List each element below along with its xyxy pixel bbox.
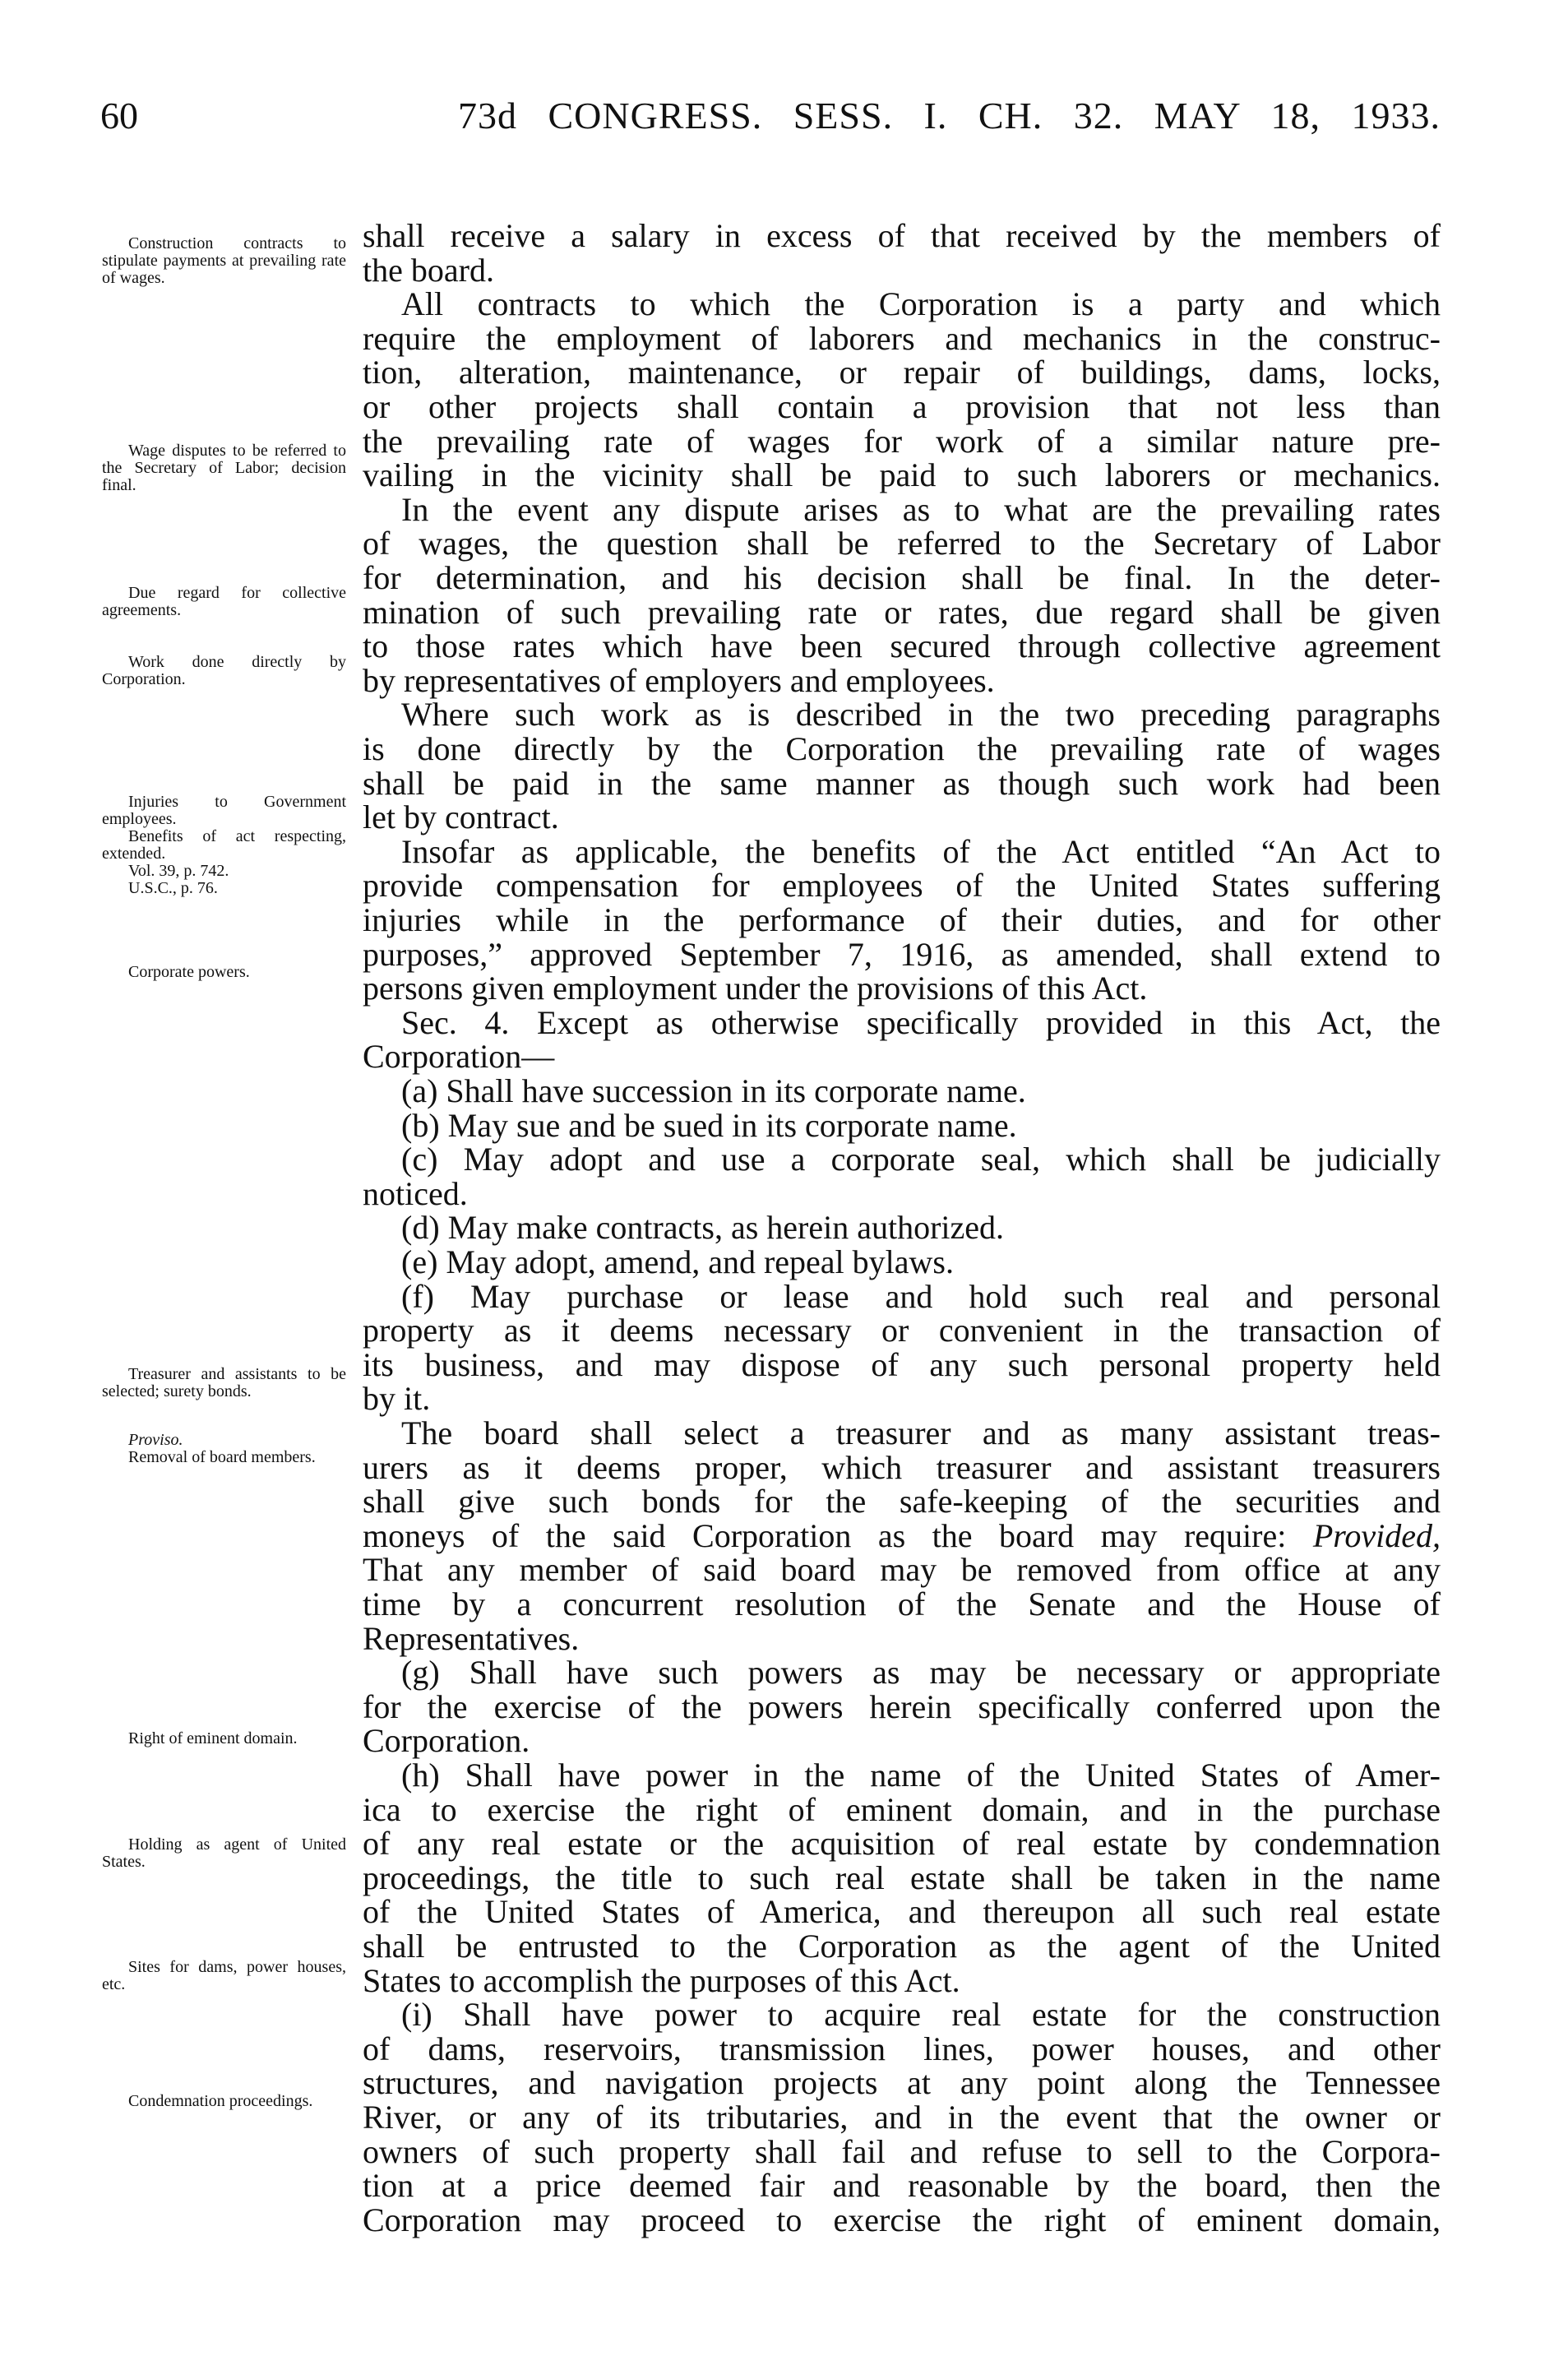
margin-note-group: [102, 794, 346, 897]
proviso-word: Provided,: [1312, 1517, 1441, 1554]
text-line-content: That any member of said board may be removed from office at any: [363, 1551, 1441, 1588]
text-line: [363, 356, 1441, 389]
margin-note-group: [102, 235, 346, 287]
text-line-content: urers as it deems proper, which treasurer and assistant treasurers: [363, 1449, 1441, 1486]
margin-note-group: [102, 654, 346, 688]
text-line-content: ica to exercise the right of eminent domain, and in the purchase: [363, 1791, 1441, 1828]
margin-note: Injuries to Government employees.: [102, 793, 346, 828]
text-line-content: to those rates which have been secured through collective agreement: [363, 627, 1441, 664]
text-line: [401, 835, 1441, 868]
margin-note-group: [102, 442, 346, 494]
text-line-content: Sec. 4. Except as otherwise specifically provided in this Act, the: [401, 1004, 1441, 1041]
text-line: [363, 254, 1441, 287]
text-line-content: (g) Shall have such powers as may be necessary or appropriate: [401, 1654, 1441, 1691]
text-line: [363, 596, 1441, 629]
text-line: [363, 2064, 1441, 2101]
text-line-content: Where such work as is described in the two preceding paragraphs: [401, 696, 1441, 733]
text-line-content: Corporation—: [363, 1038, 555, 1075]
text-line-content: by it.: [363, 1380, 431, 1417]
text-line: [363, 1930, 1441, 1963]
text-line: [363, 425, 1441, 458]
text-line-content: the board.: [363, 252, 494, 289]
text-line: [363, 869, 1441, 902]
margin-note-group: [102, 1432, 346, 1466]
text-line-content: moneys of the said Corporation as the board may require:: [363, 1517, 1287, 1554]
running-head: 73d CONGRESS. SESS. I. CH. 32. MAY 18, 1933.: [458, 95, 1441, 137]
text-line: [363, 1346, 1441, 1383]
text-line: [401, 1211, 1441, 1244]
text-line: [401, 285, 1441, 322]
text-line-content: Representatives.: [363, 1620, 580, 1657]
text-line: [363, 2101, 1441, 2134]
text-line-content: Corporation.: [363, 1722, 530, 1759]
text-line-content: of wages, the question shall be referred to the Secretary of Labor: [363, 525, 1441, 562]
text-line: [363, 1585, 1441, 1622]
text-line-content: shall receive a salary in excess of that received by the members of: [363, 217, 1441, 254]
text-line: [363, 1724, 1441, 1757]
margin-note-group: [102, 1730, 346, 1747]
margin-note-group: [102, 585, 346, 619]
text-line-content: shall be entrusted to the Corporation as the agent of the United: [363, 1928, 1441, 1965]
text-line: [401, 1072, 1441, 1109]
text-line: [363, 388, 1441, 425]
text-line-content: (h) Shall have power in the name of the United States of Amer-: [401, 1757, 1441, 1794]
text-line: [401, 1109, 1441, 1142]
text-line-content: by representatives of employers and employees.: [363, 662, 995, 699]
text-line-content: persons given employment under the provisions of this Act.: [363, 970, 1148, 1007]
text-line-content: property as it deems necessary or convenient in the transaction of: [363, 1312, 1441, 1349]
text-line-content: tion, alteration, maintenance, or repair of buildings, dams, locks,: [363, 354, 1441, 391]
margin-note: Proviso.: [128, 1431, 183, 1449]
text-line: [363, 1622, 1441, 1655]
text-line-content: (e) May adopt, amend, and repeal bylaws.: [401, 1243, 954, 1280]
text-line: [363, 1451, 1441, 1484]
text-line: [363, 664, 1441, 697]
text-line-content: let by contract.: [363, 798, 559, 835]
text-line-content: vailing in the vicinity shall be paid to such laborers or mechanics.: [363, 456, 1441, 493]
text-line: [363, 1382, 1441, 1415]
text-line: [363, 1962, 1441, 1999]
text-line: [363, 2201, 1441, 2238]
margin-note-group: [102, 964, 346, 981]
text-line: [363, 217, 1441, 254]
margin-note: Vol. 39, p. 742.: [128, 862, 229, 880]
margin-note: U.S.C., p. 76.: [128, 879, 218, 897]
text-line-content: for the exercise of the powers herein specifically conferred upon the: [363, 1688, 1441, 1725]
text-line: [401, 1004, 1441, 1041]
text-line-content: In the event any dispute arises as to what are the prevailing rates: [401, 491, 1441, 528]
text-line: [401, 1759, 1441, 1792]
text-line-content: (a) Shall have succession in its corporate name.: [401, 1072, 1026, 1109]
text-line: [363, 730, 1441, 767]
margin-note-group: [102, 2093, 346, 2110]
text-line: [363, 2169, 1441, 2202]
text-line: [401, 698, 1441, 731]
text-line-content: (b) May sue and be sued in its corporate name.: [401, 1107, 1017, 1144]
text-line-content: the prevailing rate of wages for work of a similar nature pre-: [363, 423, 1441, 460]
margin-note: Corporate powers.: [128, 963, 250, 981]
text-line: [363, 1040, 1441, 1073]
text-line-content: (f) May purchase or lease and hold such real and personal: [401, 1278, 1441, 1315]
text-line-content: of dams, reservoirs, transmission lines, power houses, and other: [363, 2030, 1441, 2067]
margin-note: Construction contracts to stipulate payments at prevailing rate of wages.: [102, 234, 346, 287]
text-line: [363, 456, 1441, 493]
text-line: [363, 1895, 1441, 1928]
text-line: [363, 2133, 1441, 2170]
text-line: [401, 1656, 1441, 1689]
text-line: [363, 1314, 1441, 1347]
margin-note-group: [102, 1366, 346, 1400]
text-line: [401, 1243, 1441, 1280]
margin-note-group: [102, 1959, 346, 1993]
text-line: [363, 527, 1441, 560]
text-line-content: shall give such bonds for the safe-keeping of the securities and: [363, 1483, 1441, 1520]
text-line-content: proceedings, the title to such real estate shall be taken in the name: [363, 1859, 1441, 1896]
text-line-content: require the employment of laborers and mechanics in the construc-: [363, 320, 1441, 357]
text-line-content: is done directly by the Corporation the prevailing rate of wages: [363, 730, 1441, 767]
text-line-content: shall be paid in the same manner as though such work had been: [363, 765, 1441, 802]
margin-note: Due regard for collective agreements.: [102, 584, 346, 619]
text-line: [363, 798, 1441, 835]
text-line: [363, 1175, 1441, 1212]
text-line-content: (c) May adopt and use a corporate seal, which shall be judicially: [401, 1141, 1441, 1178]
text-line-content: (d) May make contracts, as herein authorized.: [401, 1209, 1005, 1246]
text-line-content: or other projects shall contain a provision that not less than: [363, 388, 1441, 425]
text-line: [363, 1859, 1441, 1896]
text-line: [363, 322, 1441, 355]
text-line: [363, 1517, 1441, 1554]
text-line: [363, 938, 1441, 971]
text-line: [363, 1827, 1441, 1860]
text-line: [363, 1553, 1441, 1586]
text-line: [363, 901, 1441, 938]
text-line-content: (i) Shall have power to acquire real estate for the construction: [401, 1996, 1441, 2033]
margin-note: Sites for dams, power houses, etc.: [102, 1958, 346, 1993]
text-line-content: Corporation may proceed to exercise the right of eminent domain,: [363, 2201, 1441, 2238]
text-line-content: structures, and navigation projects at any point along the Tennessee: [363, 2064, 1441, 2101]
text-line-content: mination of such prevailing rate or rates, due regard shall be given: [363, 594, 1441, 631]
text-line-content: Insofar as applicable, the benefits of the Act entitled “An Act to: [401, 833, 1441, 870]
text-line: [363, 767, 1441, 800]
text-line-content: purposes,” approved September 7, 1916, as amended, shall extend to: [363, 936, 1441, 973]
text-line: [363, 1688, 1441, 1725]
text-line-content: injuries while in the performance of their duties, and for other: [363, 901, 1441, 938]
text-line-content: River, or any of its tributaries, and in the event that the owner or: [363, 2099, 1441, 2136]
text-line: [401, 1998, 1441, 2031]
text-line-content: provide compensation for employees of the United States suffering: [363, 867, 1441, 904]
margin-note: Work done directly by Corporation.: [102, 653, 346, 688]
margin-note: Removal of board members.: [128, 1448, 316, 1466]
margin-note: Benefits of act respecting, extended.: [102, 827, 346, 863]
text-line-content: All contracts to which the Corporation is a party and which: [401, 285, 1441, 322]
text-line: [363, 1791, 1441, 1828]
text-line: [401, 1414, 1441, 1451]
text-line-content: of any real estate or the acquisition of real estate by condemnation: [363, 1825, 1441, 1862]
text-line-content: The board shall select a treasurer and as many assistant treas-: [401, 1414, 1441, 1451]
text-line-content: owners of such property shall fail and refuse to sell to the Corpora-: [363, 2133, 1441, 2170]
margin-note: Treasurer and assistants to be selected; surety bonds.: [102, 1365, 346, 1400]
text-line-content: tion at a price deemed fair and reasonable by the board, then the: [363, 2167, 1441, 2204]
text-line-content: noticed.: [363, 1175, 468, 1212]
text-line: [363, 1485, 1441, 1518]
text-line-content: for determination, and his decision shall be final. In the deter-: [363, 559, 1441, 596]
text-line-content: of the United States of America, and thereupon all such real estate: [363, 1893, 1441, 1930]
text-line: [401, 493, 1441, 526]
text-line-content: States to accomplish the purposes of this Act.: [363, 1962, 960, 1999]
text-line-content: its business, and may dispose of any such personal property held: [363, 1346, 1441, 1383]
text-line: [401, 1143, 1441, 1176]
text-line: [401, 1280, 1441, 1313]
text-line-content: time by a concurrent resolution of the Senate and the House of: [363, 1585, 1441, 1622]
text-line: [363, 2030, 1441, 2067]
margin-note: Right of eminent domain.: [128, 1729, 298, 1747]
margin-note: Holding as agent of United States.: [102, 1835, 346, 1871]
text-line: [363, 972, 1441, 1005]
text-line: [363, 559, 1441, 596]
text-line: [363, 627, 1441, 664]
margin-note: Wage disputes to be referred to the Secretary of Labor; decision final.: [102, 442, 346, 494]
margin-note: Condemnation proceedings.: [128, 2092, 313, 2110]
page-number: 60: [100, 95, 138, 137]
margin-note-group: [102, 1836, 346, 1871]
